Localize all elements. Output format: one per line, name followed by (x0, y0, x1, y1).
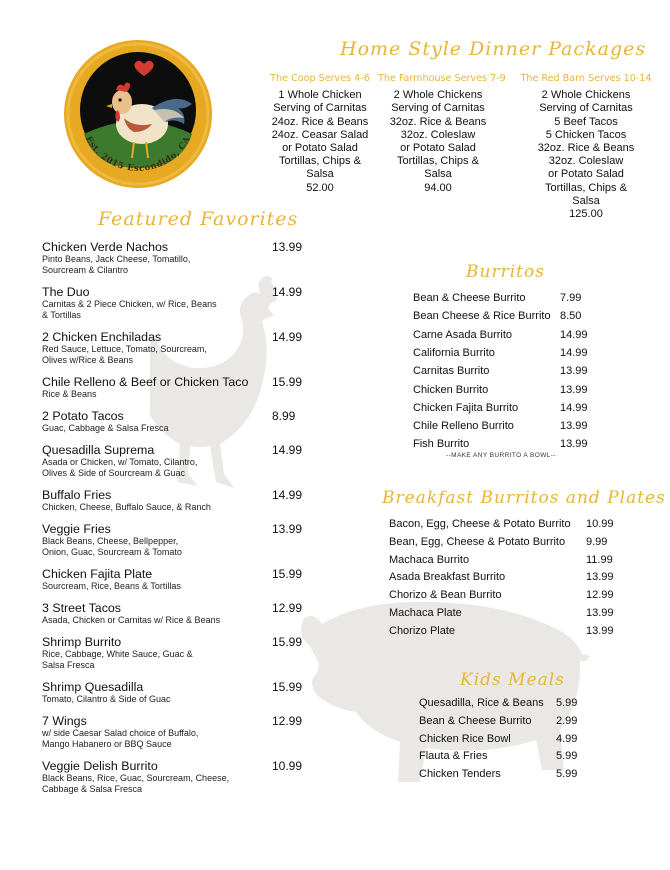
menu-item (413, 310, 582, 323)
item-price: 5.99 (556, 697, 578, 709)
featured-item (42, 375, 332, 400)
package-red-barn (512, 72, 660, 221)
restaurant-logo (62, 38, 214, 190)
package-line: or Potato Salad (282, 142, 358, 155)
item-name: The Duo (42, 285, 90, 299)
item-name: Veggie Delish Burrito (42, 759, 158, 773)
item-name: Chicken Fajita Burrito (413, 401, 519, 414)
item-price: 14.99 (560, 401, 588, 414)
package-name: The Coop Serves 4-6 (270, 73, 370, 84)
menu-item (413, 401, 588, 414)
package-line: or Potato Salad (548, 168, 624, 181)
menu-item (413, 383, 588, 396)
package-line: Salsa (306, 168, 334, 181)
item-price: 12.99 (272, 601, 303, 615)
item-price: 4.99 (556, 732, 578, 745)
item-price: 12.99 (586, 589, 614, 602)
package-line: 5 Beef Tacos (554, 115, 618, 128)
package-coop (262, 72, 378, 195)
item-name: Bacon, Egg, Cheese & Potato Burrito (389, 518, 571, 530)
item-price: 13.99 (560, 420, 588, 433)
menu-item (389, 553, 613, 566)
item-price: 14.99 (272, 488, 303, 502)
package-line: Serving of Carnitas (391, 102, 485, 115)
package-line: Tortillas, Chips & (397, 155, 479, 168)
package-line: 32oz. Coleslaw (548, 155, 624, 168)
menu-item (413, 328, 588, 341)
item-price: 11.99 (586, 553, 613, 566)
package-line: or Potato Salad (400, 142, 476, 155)
item-description: Rice & Beans (42, 389, 97, 399)
item-name: Buffalo Fries (42, 488, 112, 502)
item-description: Salsa Fresca (42, 660, 95, 670)
item-name: Bean Cheese & Rice Burrito (413, 310, 551, 323)
item-name: Chicken Tenders (419, 768, 501, 781)
item-description: Tomato, Cilantro & Side of Guac (42, 694, 171, 704)
menu-item (413, 346, 588, 359)
featured-item (42, 330, 332, 366)
item-description: Rice, Cabbage, White Sauce, Guac & (42, 649, 193, 659)
item-name: Bean & Cheese Burrito (413, 292, 526, 304)
featured-item (42, 488, 332, 513)
item-name: Chorizo & Bean Burrito (389, 589, 502, 602)
package-line: 32oz. Rice & Beans (537, 142, 635, 155)
item-description: Black Beans, Rice, Guac, Sourcream, Cheese, (42, 773, 230, 783)
item-price: 13.99 (586, 607, 614, 619)
item-description: Chicken, Cheese, Buffalo Sauce, & Ranch (42, 502, 211, 512)
package-line: Serving of Carnitas (539, 102, 633, 115)
menu-item (389, 624, 614, 637)
item-description: & Tortillas (42, 310, 81, 320)
item-description: w/ side Caesar Salad choice of Buffalo, (42, 728, 199, 738)
item-price: 12.99 (272, 714, 303, 728)
menu-item (413, 438, 588, 451)
package-farmhouse (378, 72, 506, 195)
item-name: Chicken Verde Nachos (42, 240, 169, 254)
item-description: Olives w/Rice & Beans (42, 355, 134, 365)
package-line: 24oz. Rice & Beans (271, 115, 369, 128)
menu-item (419, 750, 578, 763)
package-line: 1 Whole Chicken (278, 89, 362, 102)
package-price: 94.00 (424, 181, 452, 194)
item-price: 13.99 (586, 624, 614, 637)
logo-ring-text: Est. 2015 Escondido, CA (83, 134, 193, 174)
item-name: Chorizo Plate (389, 624, 456, 637)
featured-item (42, 635, 332, 671)
item-price: 13.99 (272, 240, 303, 254)
item-price: 10.99 (272, 759, 303, 773)
menu-item (413, 365, 588, 378)
item-name: 7 Wings (42, 714, 87, 728)
item-price: 5.99 (556, 750, 578, 763)
menu-item (389, 535, 608, 548)
item-description: Pinto Beans, Jack Cheese, Tomatillo, (42, 254, 191, 264)
item-price: 15.99 (272, 635, 303, 649)
item-price: 13.99 (560, 438, 588, 451)
item-price: 14.99 (272, 285, 303, 299)
package-price: 52.00 (306, 181, 334, 194)
package-line: 24oz. Ceasar Salad (271, 128, 369, 141)
package-line: Serving of Carnitas (273, 102, 367, 115)
menu-item (419, 768, 578, 781)
item-name: Carne Asada Burrito (413, 328, 513, 341)
breakfast-title: Breakfast Burritos and Plates (382, 488, 666, 508)
item-name: Chicken Fajita Plate (42, 567, 153, 581)
burritos-title: Burritos (466, 262, 545, 282)
featured-item (42, 567, 332, 592)
item-name: Shrimp Quesadilla (42, 680, 144, 694)
item-name: Bean, Egg, Cheese & Potato Burrito (389, 535, 566, 548)
menu-item (419, 732, 578, 745)
item-price: 14.99 (272, 443, 303, 457)
menu-item (389, 518, 614, 530)
item-description: Cabbage & Salsa Fresca (42, 784, 143, 794)
item-name: Bean & Cheese Burrito (419, 714, 532, 727)
featured-item (42, 409, 332, 434)
item-price: 10.99 (586, 518, 614, 530)
item-description: Mango Habanero or BBQ Sauce (42, 739, 172, 749)
package-line: 32oz. Rice & Beans (389, 115, 487, 128)
item-name: 2 Chicken Enchiladas (42, 330, 162, 344)
item-name: Machaca Plate (389, 607, 462, 619)
item-price: 13.99 (560, 383, 588, 396)
item-price: 14.99 (272, 330, 303, 344)
item-name: Veggie Fries (42, 522, 111, 536)
menu-item (389, 589, 614, 602)
item-description: Sourcream, Rice, Beans & Tortillas (42, 581, 181, 591)
item-name: Chile Relleno & Beef or Chicken Taco (42, 375, 249, 389)
item-name: Shrimp Burrito (42, 635, 122, 649)
featured-item (42, 522, 332, 558)
burrito-bowl-note: --MAKE ANY BURRITO A BOWL-- (446, 452, 556, 459)
item-price: 14.99 (560, 328, 588, 341)
package-line: 5 Chicken Tacos (545, 128, 627, 141)
item-name: Carnitas Burrito (413, 365, 490, 378)
menu-item (413, 292, 582, 304)
item-description: Red Sauce, Lettuce, Tomato, Sourcream, (42, 344, 207, 354)
package-line: Salsa (572, 194, 600, 207)
item-price: 13.99 (560, 365, 588, 378)
item-price: 5.99 (556, 768, 578, 781)
item-name: 3 Street Tacos (42, 601, 121, 615)
item-price: 8.99 (272, 409, 296, 423)
featured-item (42, 443, 332, 479)
item-name: Chile Relleno Burrito (413, 420, 514, 433)
item-price: 9.99 (586, 535, 608, 548)
item-name: Chicken Burrito (413, 383, 489, 396)
menu-item (419, 714, 578, 727)
featured-title: Featured Favorites (98, 208, 299, 230)
item-price: 13.99 (586, 571, 614, 584)
package-name: The Farmhouse Serves 7-9 (378, 73, 506, 84)
featured-item (42, 714, 332, 750)
item-price: 8.50 (560, 310, 582, 323)
item-description: Olives & Side of Sourcream & Guac (42, 468, 186, 478)
item-description: Sourcream & Cilantro (42, 265, 129, 275)
item-name: Fish Burrito (413, 438, 470, 451)
item-name: Flauta & Fries (419, 750, 488, 763)
package-price: 125.00 (569, 208, 603, 221)
featured-item (42, 240, 332, 276)
item-name: 2 Potato Tacos (42, 409, 124, 423)
item-price: 14.99 (560, 346, 588, 359)
item-description: Asada or Chicken, w/ Tomato, Cilantro, (42, 457, 198, 467)
item-price: 7.99 (560, 292, 582, 304)
item-name: Machaca Burrito (389, 553, 470, 566)
item-name: Chicken Rice Bowl (419, 732, 511, 745)
package-line: 2 Whole Chickens (541, 89, 631, 102)
package-line: Salsa (424, 168, 452, 181)
package-line: 32oz. Coleslaw (400, 128, 476, 141)
menu-item (419, 697, 578, 709)
item-name: Quesadilla, Rice & Beans (419, 697, 544, 709)
featured-item (42, 759, 332, 795)
featured-item (42, 680, 332, 705)
item-price: 13.99 (272, 522, 303, 536)
item-name: Asada Breakfast Burrito (389, 571, 506, 584)
package-line: Tortillas, Chips & (279, 155, 361, 168)
item-price: 15.99 (272, 375, 303, 389)
menu-item (389, 607, 614, 619)
item-name: Quesadilla Suprema (42, 443, 155, 457)
package-line: 2 Whole Chickens (393, 89, 483, 102)
item-price: 15.99 (272, 680, 303, 694)
featured-item (42, 601, 332, 626)
kids-title: Kids Meals (460, 670, 565, 690)
item-price: 2.99 (556, 714, 578, 727)
package-name: The Red Barn Serves 10-14 (520, 73, 652, 84)
menu-item (389, 571, 614, 584)
item-description: Carnitas & 2 Piece Chicken, w/ Rice, Beans (42, 299, 217, 309)
item-description: Black Beans, Cheese, Bellpepper, (42, 536, 179, 546)
item-description: Onion, Guac, Sourcream & Tomato (42, 547, 182, 557)
menu-item (413, 420, 588, 433)
packages-title: Home Style Dinner Packages (340, 38, 647, 60)
featured-item (42, 285, 332, 321)
item-price: 15.99 (272, 567, 303, 581)
item-name: California Burrito (413, 346, 495, 359)
item-description: Guac, Cabbage & Salsa Fresca (42, 423, 169, 433)
package-line: Tortillas, Chips & (545, 181, 627, 194)
item-description: Asada, Chicken or Carnitas w/ Rice & Beans (42, 615, 221, 625)
featured-list (42, 240, 332, 804)
